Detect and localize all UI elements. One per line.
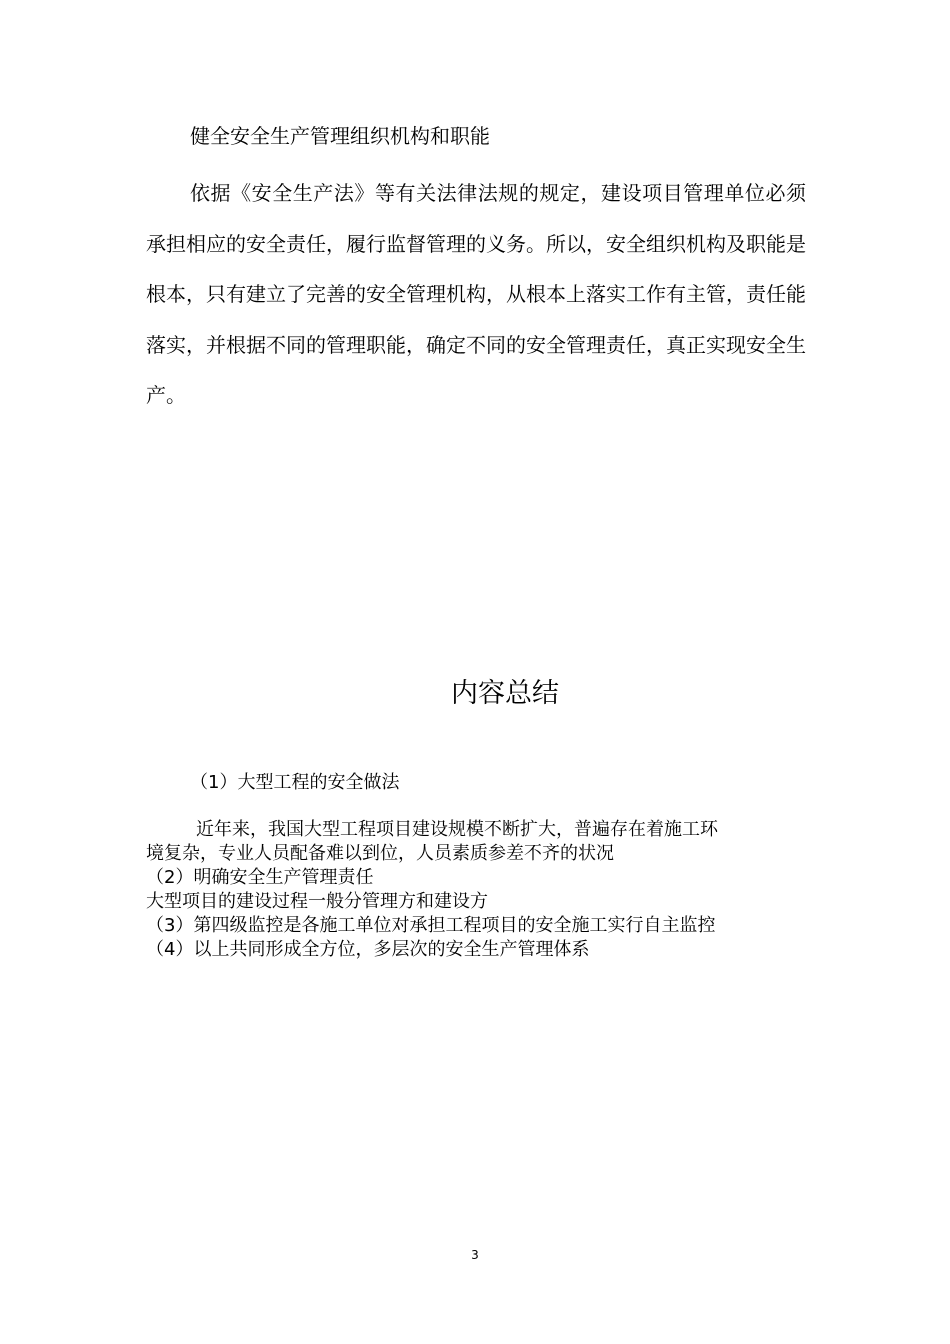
summary-line: （3）第四级监控是各施工单位对承担工程项目的安全施工实行自主监控	[146, 915, 716, 936]
summary-line: （4）以上共同形成全方位，多层次的安全生产管理体系	[146, 939, 590, 960]
summary-item-heading: （1）大型工程的安全做法	[190, 772, 400, 793]
summary-title: 内容总结	[451, 678, 559, 709]
summary-line: 大型项目的建设过程一般分管理方和建设方	[146, 891, 488, 912]
summary-section	[146, 768, 806, 962]
page-number: 3	[471, 1248, 479, 1262]
summary-line: 近年来，我国大型工程项目建设规模不断扩大，普遍存在着施工环	[196, 819, 718, 840]
body-paragraph: 依据《安全生产法》等有关法律法规的规定，建设项目管理单位必须承担相应的安全责任，履行监督管理的义务。所以，安全组织机构及职能是根本，只有建立了完善的安全管理机构，从根本上落实工作有主管，责任能落实，并根据不同的管理职能，确定不同的安全管理责任，真正实现安全生产。	[146, 181, 806, 407]
summary-lines	[146, 818, 806, 962]
summary-line: 境复杂，专业人员配备难以到位，人员素质参差不齐的状况	[146, 843, 614, 864]
main-section	[146, 118, 806, 421]
section-heading: 健全安全生产管理组织机构和职能	[190, 124, 490, 148]
summary-line: （2）明确安全生产管理责任	[146, 867, 374, 888]
